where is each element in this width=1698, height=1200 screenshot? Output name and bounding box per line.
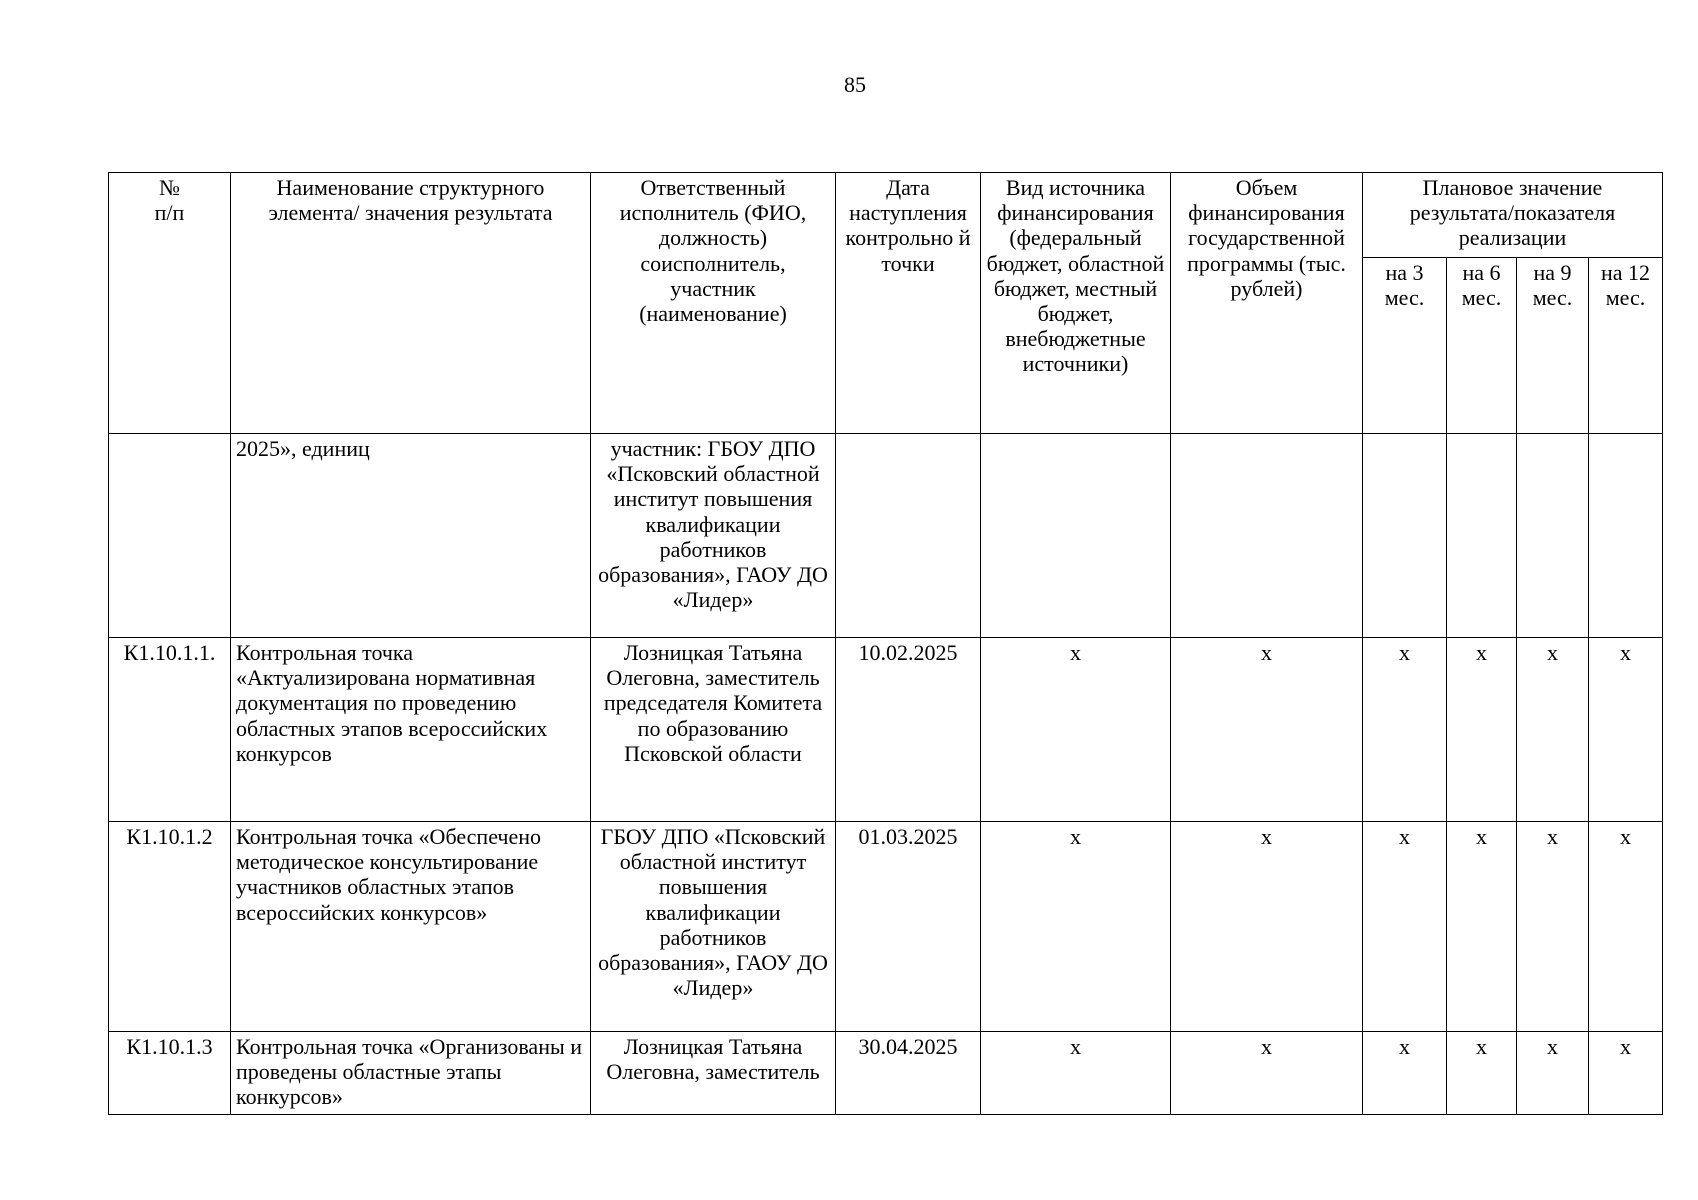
row-9-months: [1517, 434, 1589, 638]
row-12-months: [1589, 434, 1663, 638]
header-volume: Объем финансирования государственной программы (тыс. рублей): [1171, 173, 1363, 434]
row-name: Контрольная точка «Актуализирована нормативная документация по проведению областных этапов всероссийских конкурсов: [231, 638, 591, 822]
row-3-months: x: [1363, 822, 1447, 1032]
row-number: [109, 434, 231, 638]
header-source: Вид источника финансирования (федеральный бюджет, областной бюджет, местный бюджет, внебюджетные источники): [981, 173, 1171, 434]
row-12-months: x: [1589, 822, 1663, 1032]
header-plan: Плановое значение результата/показателя реализации: [1363, 173, 1663, 258]
row-3-months: x: [1363, 1032, 1447, 1115]
row-date: [836, 434, 981, 638]
header-12-months: на 12 мес.: [1589, 258, 1663, 434]
row-9-months: x: [1517, 638, 1589, 822]
row-3-months: x: [1363, 638, 1447, 822]
header-3-months: на 3 мес.: [1363, 258, 1447, 434]
row-name: Контрольная точка «Организованы и проведены областные этапы конкурсов»: [231, 1032, 591, 1115]
row-volume: x: [1171, 638, 1363, 822]
row-name: 2025», единиц: [231, 434, 591, 638]
row-responsible: ГБОУ ДПО «Псковский областной институт повышения квалификации работников образования», ГАОУ ДО «Лидер»: [591, 822, 836, 1032]
row-volume: x: [1171, 822, 1363, 1032]
header-6-months: на 6 мес.: [1447, 258, 1517, 434]
row-responsible: Лозницкая Татьяна Олеговна, заместитель председателя Комитета по образованию Псковской области: [591, 638, 836, 822]
header-row-1: [109, 173, 1663, 258]
row-number: К1.10.1.1.: [109, 638, 231, 822]
row-number: К1.10.1.2: [109, 822, 231, 1032]
row-responsible: Лозницкая Татьяна Олеговна, заместитель: [591, 1032, 836, 1115]
row-6-months: x: [1447, 1032, 1517, 1115]
table-row: [109, 1032, 1663, 1115]
row-6-months: [1447, 434, 1517, 638]
header-responsible: Ответственный исполнитель (ФИО, должность) соисполнитель, участник (наименование): [591, 173, 836, 434]
row-date: 30.04.2025: [836, 1032, 981, 1115]
table-row: [109, 638, 1663, 822]
row-responsible: участник: ГБОУ ДПО «Псковский областной институт повышения квалификации работников образования», ГАОУ ДО «Лидер»: [591, 434, 836, 638]
row-6-months: x: [1447, 822, 1517, 1032]
row-9-months: x: [1517, 822, 1589, 1032]
page-number: 85: [844, 72, 866, 97]
row-volume: x: [1171, 1032, 1363, 1115]
row-12-months: x: [1589, 1032, 1663, 1115]
header-number: № п/п: [109, 173, 231, 434]
header-name: Наименование структурного элемента/ значения результата: [231, 173, 591, 434]
row-9-months: x: [1517, 1032, 1589, 1115]
row-number: К1.10.1.3: [109, 1032, 231, 1115]
control-points-table: [108, 172, 1663, 1115]
row-12-months: x: [1589, 638, 1663, 822]
row-source: x: [981, 1032, 1171, 1115]
row-source: [981, 434, 1171, 638]
row-date: 01.03.2025: [836, 822, 981, 1032]
row-source: x: [981, 822, 1171, 1032]
header-date: Дата наступления контрольно й точки: [836, 173, 981, 434]
row-3-months: [1363, 434, 1447, 638]
header-9-months: на 9 мес.: [1517, 258, 1589, 434]
table-row: [109, 822, 1663, 1032]
row-source: x: [981, 638, 1171, 822]
row-volume: [1171, 434, 1363, 638]
row-name: Контрольная точка «Обеспечено методическое консультирование участников областных этапов всероссийских конкурсов»: [231, 822, 591, 1032]
row-6-months: x: [1447, 638, 1517, 822]
row-date: 10.02.2025: [836, 638, 981, 822]
table-row: [109, 434, 1663, 638]
